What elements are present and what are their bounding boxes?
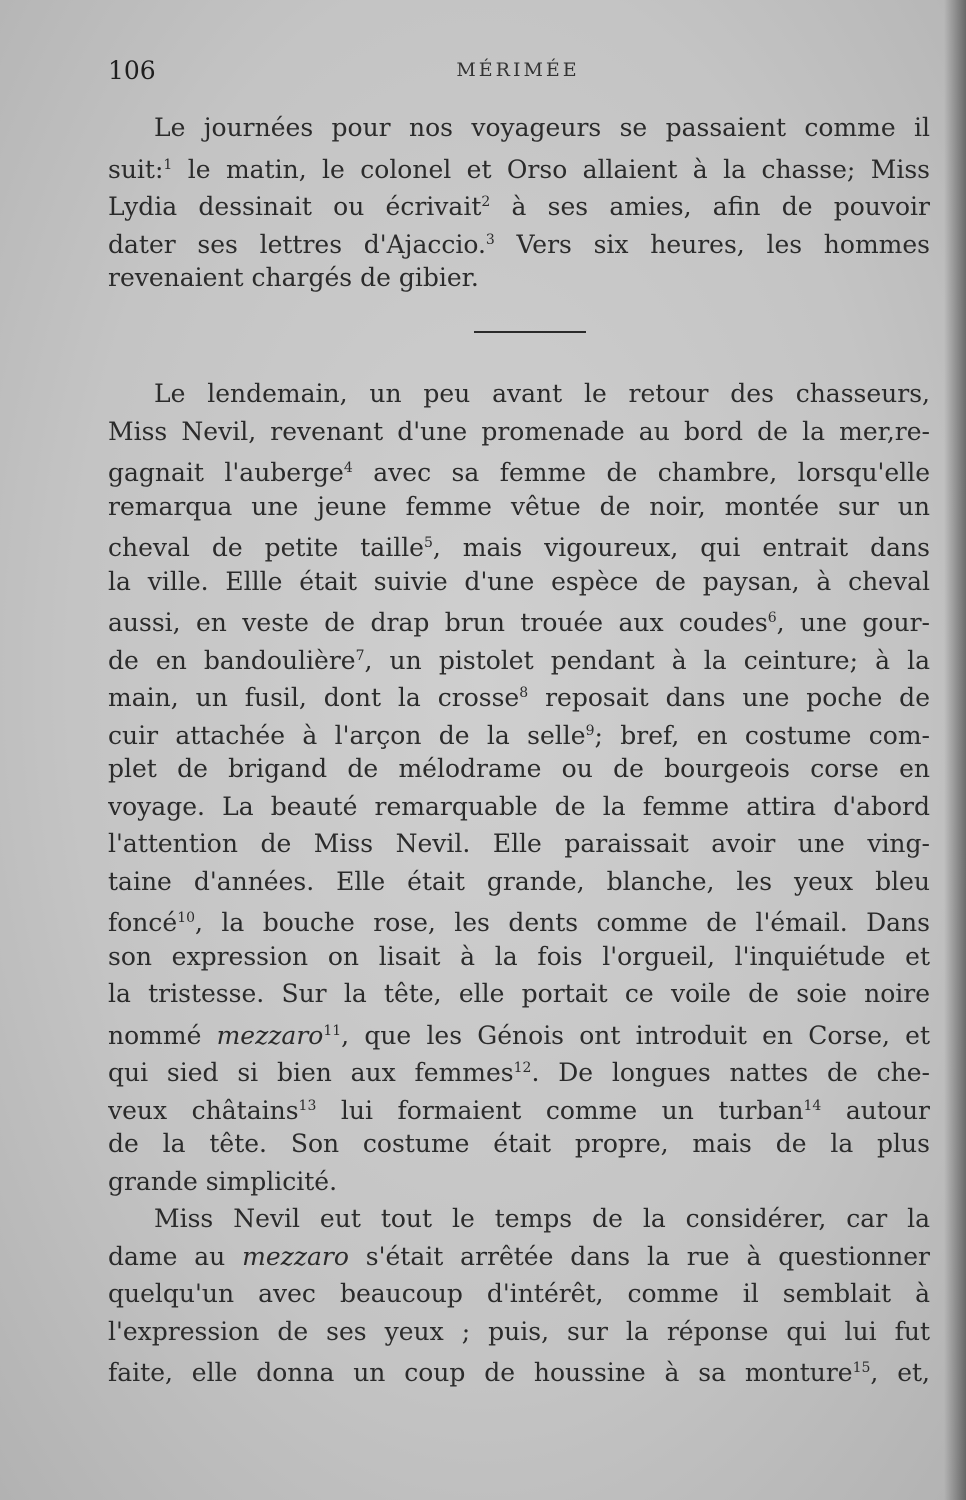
text-line: l'expression de ses yeux ; puis, sur la réponse qui lui fut bbox=[108, 1316, 930, 1346]
footnote-ref: 14 bbox=[803, 1097, 822, 1114]
footnote-ref: 4 bbox=[343, 460, 353, 476]
text-line: suit:$^1$ le matin, le colonel et Orso allaient à la chasse; Miss bbox=[108, 154, 930, 184]
running-head: MÉRIMÉE bbox=[456, 59, 580, 81]
footnote-ref: 12 bbox=[513, 1060, 532, 1076]
footnote-ref: 1 bbox=[163, 156, 173, 173]
paragraph-3 bbox=[108, 1200, 930, 1388]
footnote-ref: 8 bbox=[519, 685, 529, 701]
paragraph-2 bbox=[108, 375, 930, 1200]
text-line: remarqua une jeune femme vêtue de noir, montée sur un bbox=[108, 491, 930, 521]
text-line: Lydia dessinait ou écrivait$^2$ à ses amies, afin de pouvoir bbox=[108, 192, 930, 221]
text-line: qui sied si bien aux femmes$^{12}$. De longues nattes de che- bbox=[108, 1058, 930, 1087]
text-line: voyage. La beauté remarquable de la femme attira d'abord bbox=[108, 791, 930, 821]
text-line: nommé mezzaro$^{11}$, que les Génois ont introduit en Corse, et bbox=[108, 1020, 930, 1050]
text-line: la ville. Ellle était suivie d'une espèce de paysan, à cheval bbox=[108, 566, 930, 596]
italic-term: mezzaro bbox=[242, 1241, 349, 1271]
text-line: Le journées pour nos voyageurs se passaient comme il bbox=[154, 113, 930, 142]
text-line: cuir attachée à l'arçon de la selle$^9$; bref, en costume com- bbox=[108, 720, 930, 750]
page-edge-shadow bbox=[944, 0, 966, 1500]
page-number: 106 bbox=[108, 56, 156, 85]
text-line: revenaient chargés de gibier. bbox=[108, 263, 479, 292]
paragraph-1 bbox=[108, 109, 930, 297]
footnote-ref: 11 bbox=[323, 1022, 342, 1039]
footnote-ref: 15 bbox=[852, 1360, 871, 1376]
footnote-ref: 3 bbox=[485, 231, 495, 248]
text-line: foncé$^{10}$, la bouche rose, les dents comme de l'émail. Dans bbox=[108, 908, 930, 937]
footnote-ref: 2 bbox=[481, 194, 491, 210]
text-line: quelqu'un avec beaucoup d'intérêt, comme il semblait à bbox=[108, 1279, 930, 1308]
page-header bbox=[108, 56, 928, 90]
text-line: aussi, en veste de drap brun trouée aux coudes$^6$, une gour- bbox=[108, 608, 930, 637]
text-line: veux châtains$^{13}$ lui formaient comme un turban$^{14}$ autour bbox=[108, 1095, 930, 1125]
footnote-ref: 5 bbox=[423, 535, 433, 551]
text-line: cheval de petite taille$^5$, mais vigoureux, qui entrait dans bbox=[108, 533, 930, 562]
section-divider bbox=[474, 331, 586, 333]
text-line: son expression on lisait à la fois l'orgueil, l'inquiétude et bbox=[108, 941, 930, 971]
footnote-ref: 10 bbox=[177, 910, 196, 926]
italic-term: mezzaro bbox=[216, 1020, 324, 1050]
text-line: la tristesse. Sur la tête, elle portait ce voile de soie noire bbox=[108, 979, 930, 1008]
text-line: l'attention de Miss Nevil. Elle paraissait avoir une ving- bbox=[108, 829, 930, 858]
text-line: taine d'années. Elle était grande, blanche, les yeux bleu bbox=[108, 866, 930, 896]
text-line: de la tête. Son costume était propre, mais de la plus bbox=[108, 1129, 930, 1158]
text-line: gagnait l'auberge$^4$ avec sa femme de chambre, lorsqu'elle bbox=[108, 458, 930, 487]
footnote-ref: 9 bbox=[585, 722, 595, 739]
footnote-ref: 6 bbox=[767, 610, 777, 626]
text-line: faite, elle donna un coup de houssine à sa monture$^{15}$, et, bbox=[108, 1358, 930, 1387]
text-line: plet de brigand de mélodrame ou de bourgeois corse en bbox=[108, 754, 930, 783]
text-line: dater ses lettres d'Ajaccio.$^3$ Vers six heures, les hommes bbox=[108, 229, 930, 259]
footnote-ref: 7 bbox=[355, 647, 365, 664]
text-line: Le lendemain, un peu avant le retour des chasseurs, bbox=[154, 379, 930, 408]
text-line: Miss Nevil, revenant d'une promenade au bord de la mer,re- bbox=[108, 416, 930, 446]
text-line: de en bandoulière$^7$, un pistolet pendant à la ceinture; à la bbox=[108, 645, 930, 675]
text-line: main, un fusil, dont la crosse$^8$ reposait dans une poche de bbox=[108, 683, 930, 712]
text-line: grande simplicité. bbox=[108, 1166, 338, 1196]
text-line: dame au mezzaro s'était arrêtée dans la rue à questionner bbox=[108, 1241, 930, 1271]
footnote-ref: 13 bbox=[298, 1097, 317, 1114]
text-line: Miss Nevil eut tout le temps de la considérer, car la bbox=[154, 1204, 930, 1233]
